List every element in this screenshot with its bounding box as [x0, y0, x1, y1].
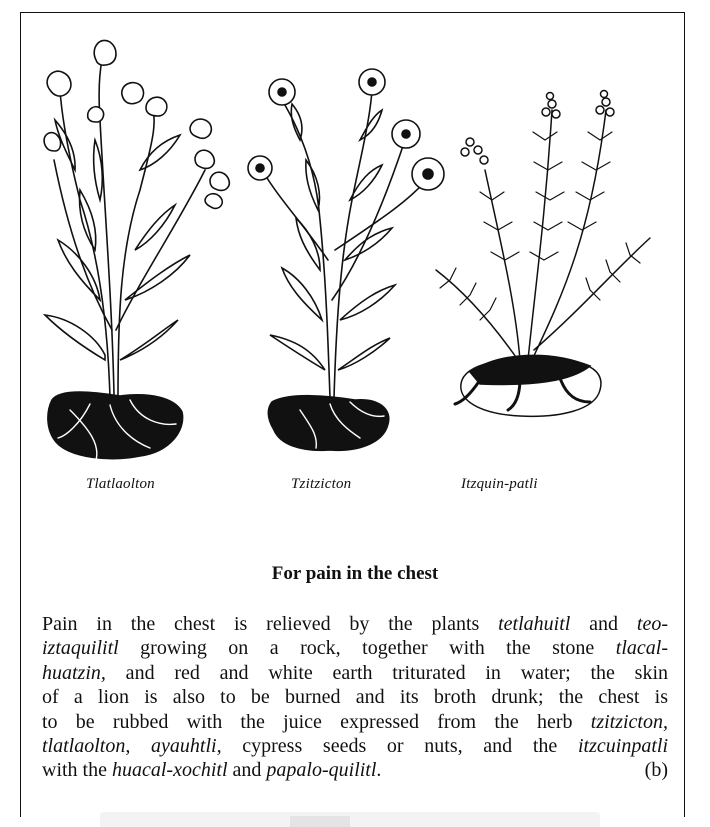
caption-tzitzicton: Tzitzicton [291, 476, 352, 492]
paragraph-last-line [42, 758, 668, 782]
paragraph-line: huatzin, and red and white earth triturated in water; the skin [42, 661, 668, 684]
section-heading: For pain in the chest [271, 563, 439, 584]
toolbar-segment [290, 816, 350, 827]
paragraph-line: Pain in the chest is relieved by the plants tetlahuitl and teo- [42, 613, 668, 635]
paragraph-line: iztaquilitl growing on a rock, together with the stone tlacal- [42, 637, 668, 660]
plant-tzitzicton-drawing [248, 69, 444, 450]
paragraph-line: of a lion is also to be burned and its broth drunk; the chest is [42, 686, 668, 709]
viewer-toolbar [100, 812, 600, 827]
plant-tlatlaolton-drawing [44, 40, 229, 460]
figure-label: (b) [644, 759, 668, 782]
caption-itzquin-patli: Itzquin-patli [461, 476, 538, 492]
plant-itzquin-patli-drawing [436, 91, 650, 417]
caption-tlatlaolton: Tlatlaolton [86, 476, 155, 492]
paragraph-line: tlatlaolton, ayauhtli, cypress seeds or nuts, and the itzcuinpatli [42, 735, 668, 758]
body-paragraph [42, 612, 668, 783]
paragraph-line: with the huacal-xochitl and papalo-quilitl. [42, 759, 382, 782]
paragraph-line: to be rubbed with the juice expressed from the herb tzitzicton, [42, 710, 668, 733]
